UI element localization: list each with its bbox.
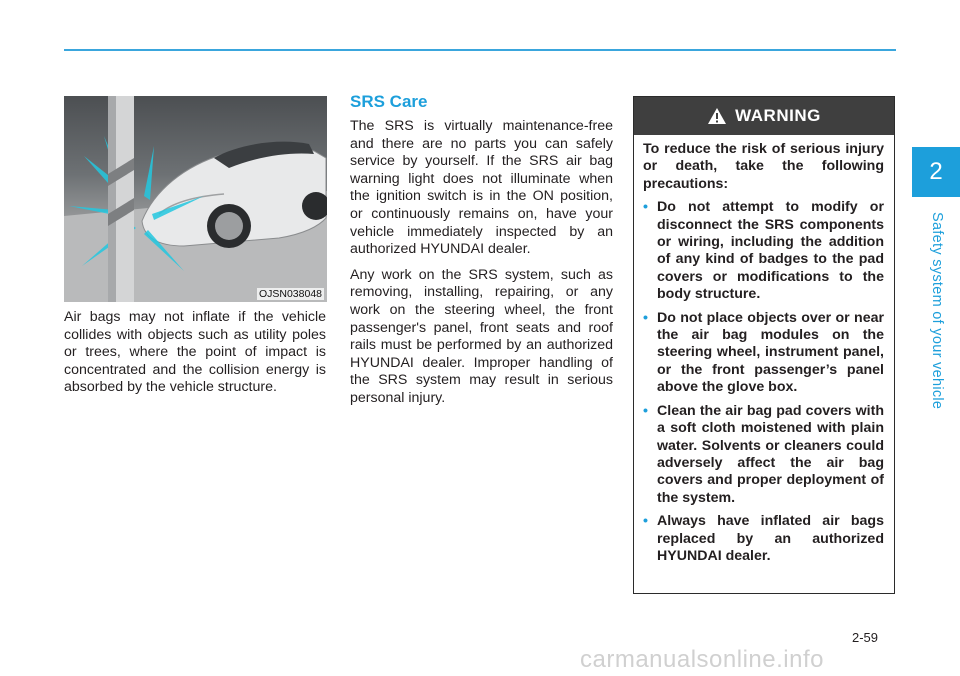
body-paragraph: Any work on the SRS system, such as removing, installing, repairing, or any work on the steering wheel, the front passenger's panel, front seats and roof rails must be performed by an authorized HYUNDAI dealer. Improper handling of the SRS system may result in serious personal injury. [350, 266, 613, 406]
warning-item [643, 310, 884, 397]
warning-triangle-icon [707, 107, 727, 125]
warning-item [643, 403, 884, 507]
section-body [350, 118, 613, 416]
warning-item [643, 513, 884, 565]
page-number: 2-59 [852, 630, 879, 645]
warning-item-text: Do not place objects over or near the air bag modules on the steering wheel, instrument panel, or the front passenger’s panel above the glove box. [657, 309, 884, 396]
chapter-tab [912, 147, 960, 197]
body-paragraph: The SRS is virtually maintenance-free and there are no parts you can safely service by yourself. If the SRS air bag warning light does not illuminate when the ignition switch is in the ON position, or continuously remains on, have your vehicle immediately inspected by an authorized HYUNDAI dealer. [350, 118, 613, 258]
bullet-icon: • [643, 199, 648, 216]
car-pole-impact-image [64, 96, 327, 302]
warning-item-text: Do not attempt to modify or disconnect the SRS components or wiring, including the addition of any kind of badges to the pad covers or modifications to the body structure. [657, 199, 884, 303]
top-rule [64, 49, 896, 51]
figure-caption: Air bags may not inflate if the vehicle collides with objects such as utility poles or trees, where the point of impact is concentrated and the collision energy is absorbed by the vehicle structure. [64, 309, 326, 396]
warning-item [643, 199, 884, 303]
warning-header [634, 97, 894, 135]
warning-list [643, 199, 884, 565]
section-title: SRS Care [350, 92, 428, 111]
crash-illustration [64, 96, 327, 302]
image-code: OJSN038048 [258, 288, 322, 300]
bullet-icon: • [643, 309, 648, 326]
watermark: carmanualsonline.info [580, 646, 824, 673]
warning-box [633, 96, 895, 594]
warning-heading: WARNING [735, 106, 821, 125]
bullet-icon: • [643, 402, 648, 419]
warning-intro: To reduce the risk of serious injury or death, take the following precautions: [643, 141, 884, 192]
warning-content [634, 135, 894, 565]
bullet-icon: • [643, 513, 648, 530]
chapter-title: Safety system of your vehicle [929, 212, 945, 410]
warning-item-text: Always have inflated air bags replaced by an authorized HYUNDAI dealer. [657, 513, 884, 564]
chapter-number: 2 [929, 158, 943, 185]
warning-item-text: Clean the air bag pad covers with a soft cloth moistened with plain water. Solvents or cleaners could adversely affect the air bag covers and proper deployment of the system. [657, 402, 884, 506]
